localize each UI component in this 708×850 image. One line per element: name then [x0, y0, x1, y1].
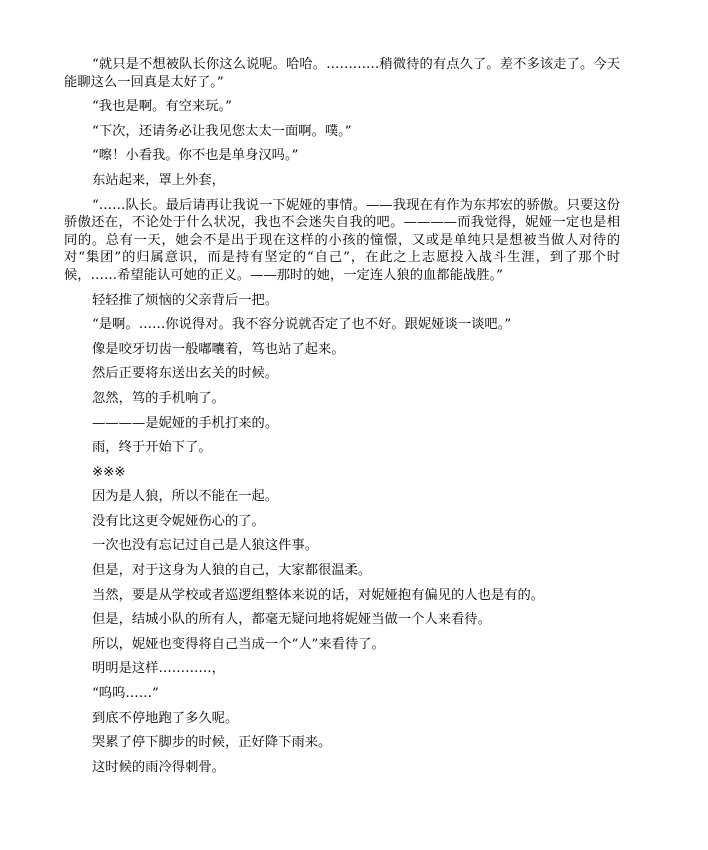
paragraph: “就只是不想被队长你这么说呢。哈哈。…………稍微待的有点久了。差不多该走了。今天能聊这么一回真是太好了。”	[64, 57, 620, 90]
paragraph: 明明是这样…………，	[92, 661, 225, 677]
paragraph: “……队长。最后请再让我说一下妮娅的事情。——我现在有作为东邦宏的骄傲。只要这份骄傲还在，不论处于什么状况，我也不会迷失自我的吧。————而我觉得，妮娅一定也是相同的。总有一天，她会不是出于现在这样的小孩的憧憬，又或是单纯只是想被当做人对待的对“集团”的归属意识，而是持有坚定的“自己”，在此之上志愿投入战斗生涯，到了那个时候，……希望能认可她的正义。——那时的她，一定连人狼的血都能战胜。”	[64, 197, 620, 283]
paragraph: “下次，还请务必让我见您太太一面啊。噗。”	[92, 123, 352, 139]
paragraph: 没有比这更令妮娅伤心的了。	[92, 513, 265, 529]
paragraph: 但是，对于这身为人狼的自己，大家都很温柔。	[92, 563, 372, 579]
paragraph: 哭累了停下脚步的时候，正好降下雨来。	[92, 735, 332, 751]
paragraph: 一次也没有忘记过自己是人狼这件事。	[92, 538, 319, 554]
paragraph: 忽然，笃的手机响了。	[92, 390, 225, 406]
paragraph: 所以，妮娅也变得将自己当成一个“人”来看待了。	[92, 636, 385, 652]
paragraph: 然后正要将东送出玄关的时候。	[92, 366, 279, 382]
paragraph: “是啊。……你说得对。我不容分说就否定了也不好。跟妮娅谈一谈吧。”	[92, 317, 512, 333]
paragraph: 因为是人狼，所以不能在一起。	[92, 489, 279, 505]
paragraph: 当然，要是从学校或者巡逻组整体来说的话，对妮娅抱有偏见的人也是有的。	[92, 587, 545, 603]
paragraph: 这时候的雨冷得刺骨。	[92, 759, 225, 775]
paragraph: 像是咬牙切齿一般嘟囔着，笃也站了起来。	[92, 341, 345, 357]
paragraph: 东站起来，罩上外套，	[92, 172, 225, 188]
paragraph: “我也是啊。有空来玩。”	[92, 99, 232, 115]
paragraph: “呜呜……”	[92, 686, 159, 702]
paragraph: “嚓！小看我。你不也是单身汉吗。”	[92, 148, 299, 164]
paragraph: 轻轻推了烦恼的父亲背后一把。	[92, 292, 279, 308]
paragraph: ————是妮娅的手机打来的。	[92, 415, 279, 431]
paragraph: 但是，结城小队的所有人，都毫无疑问地将妮娅当做一个人来看待。	[92, 612, 491, 628]
paragraph: 雨，终于开始下了。	[92, 440, 212, 456]
paragraph: 到底不停地跑了多久呢。	[92, 710, 239, 726]
section-separator: ※※※	[92, 464, 126, 480]
document-body	[64, 56, 620, 783]
